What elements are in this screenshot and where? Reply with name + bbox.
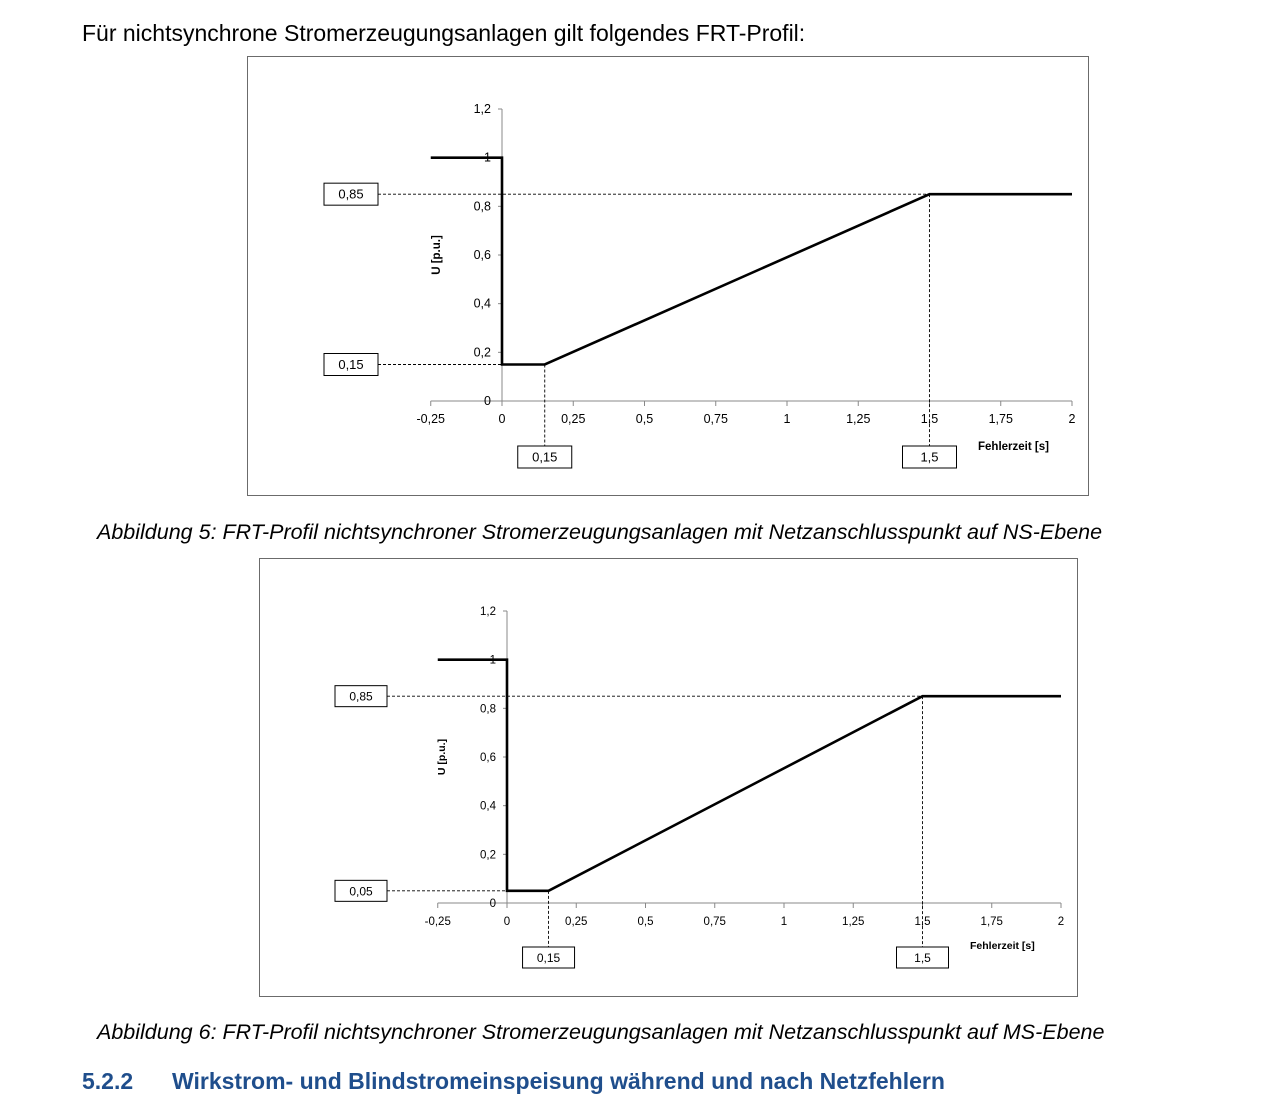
y-axis-label: U [p.u.]: [436, 738, 448, 776]
y-tick-label: 0,8: [473, 199, 491, 214]
frt-profile-line: [431, 158, 1072, 365]
x-tick-label: 1,75: [988, 412, 1013, 426]
x-tick-label: 1,5: [920, 412, 939, 426]
x-tick-label: 0,25: [565, 916, 588, 928]
figure-5-caption: Abbildung 5: FRT-Profil nichtsynchroner Stromerzeugungsanlagen mit Netzanschlusspunkt auf NS-Ebene: [97, 520, 1103, 544]
x-tick-label: -0,25: [416, 412, 445, 426]
intro-text: Für nichtsynchrone Stromerzeugungsanlagen gilt folgendes FRT-Profil:: [82, 20, 806, 46]
x-tick-label: 1,75: [980, 916, 1003, 928]
y-tick-label: 0: [489, 898, 496, 910]
figure-6-chart: [260, 559, 1079, 998]
y-tick-label: 0,2: [473, 345, 491, 360]
x-tick-label: 0: [498, 412, 506, 426]
figure-6-frame: [259, 558, 1078, 997]
x-tick-label: 0: [503, 916, 511, 928]
x-tick-label: 1,25: [842, 916, 865, 928]
x-tick-label: 1,25: [846, 412, 871, 426]
y-tick-label: 1,2: [473, 102, 491, 116]
y-tick-label: 0,4: [480, 800, 496, 813]
figure-5-frame: [247, 56, 1089, 496]
y-tick-label: 1: [484, 150, 491, 165]
annotation-label: 0,15: [338, 357, 364, 372]
y-tick-label: 0,6: [480, 752, 496, 764]
annotation-label: 0,15: [536, 951, 561, 965]
y-tick-label: 0: [484, 394, 491, 408]
annotation-label: 0,05: [349, 884, 373, 899]
x-tick-label: 0,5: [635, 412, 654, 426]
y-tick-label: 1,2: [480, 606, 496, 618]
annotation-label: 0,85: [349, 689, 373, 704]
section-title: Wirkstrom- und Blindstromeinspeisung während und nach Netzfehlern: [172, 1068, 945, 1094]
y-tick-label: 0,6: [473, 248, 491, 262]
y-axis-label: U [p.u.]: [431, 235, 443, 275]
x-tick-label: 0,75: [703, 916, 726, 928]
section-number: 5.2.2: [82, 1068, 134, 1094]
x-tick-label: 0,5: [637, 916, 654, 928]
annotation-label: 1,5: [914, 951, 931, 965]
x-tick-label: 1: [780, 916, 788, 928]
x-tick-label: 0,75: [703, 412, 728, 426]
x-tick-label: 1,5: [914, 916, 931, 928]
figure-5-chart: [248, 57, 1090, 497]
x-tick-label: 1: [783, 412, 791, 426]
y-tick-label: 1: [489, 654, 496, 667]
x-tick-label: 2: [1068, 412, 1076, 426]
section-heading: [82, 1068, 945, 1095]
x-axis-label: Fehlerzeit [s]: [978, 441, 1049, 453]
x-tick-label: 2: [1057, 916, 1065, 928]
figure-6-caption: Abbildung 6: FRT-Profil nichtsynchroner Stromerzeugungsanlagen mit Netzanschlusspunkt auf MS-Ebene: [97, 1020, 1105, 1044]
x-tick-label: -0,25: [424, 916, 451, 928]
frt-profile-line: [438, 660, 1061, 891]
y-tick-label: 0,2: [480, 849, 496, 862]
y-tick-label: 0,8: [480, 703, 496, 716]
annotation-label: 0,85: [338, 186, 364, 202]
annotation-label: 1,5: [920, 449, 939, 465]
x-tick-label: 0,25: [561, 412, 586, 426]
x-axis-label: Fehlerzeit [s]: [970, 940, 1035, 952]
annotation-label: 0,15: [532, 449, 558, 465]
y-tick-label: 0,4: [473, 296, 491, 311]
